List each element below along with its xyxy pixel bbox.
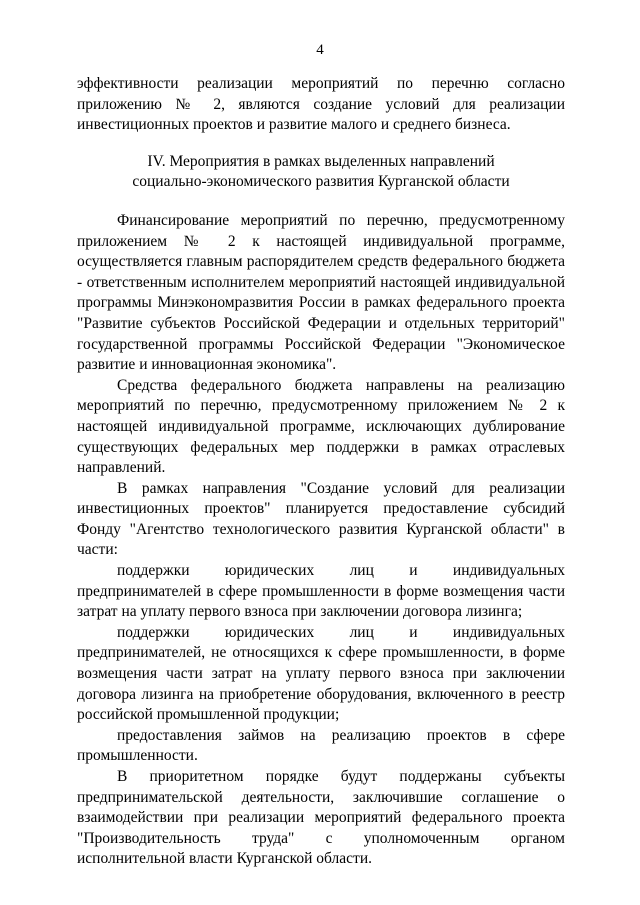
paragraph-priority-support: В приоритетном порядке будут поддержаны субъекты предпринимательской деятельности, заключившие соглашение о взаимодействии при реализации мероприятий федерального проекта "Производительность труда" с уполномоченным органом исполнительной власти Курганской области. — [77, 768, 565, 868]
section-heading-line-2: социально-экономического развития Курганской области — [132, 173, 510, 191]
paragraph-federal-funds: Средства федерального бюджета направлены на реализацию мероприятий по перечню, предусмотренному приложением № 2 к настоящей индивидуальной программе, исключающих дублирование существующих федеральных мер поддержки в рамках отраслевых направлений. — [77, 376, 565, 477]
page-number: 4 — [316, 42, 324, 58]
paragraph-industry-support: поддержки юридических лиц и индивидуальных предпринимателей в сфере промышленности в форме возмещения части затрат на уплату первого взноса при заключении договора лизинга; — [77, 562, 565, 621]
intro-paragraph: эффективности реализации мероприятий по перечню согласно приложению № 2, являются создание условий для реализации инвестиционных проектов и развитие малого и среднего бизнеса. — [77, 75, 565, 134]
paragraph-financing: Финансирование мероприятий по перечню, предусмотренному приложением № 2 к настоящей индивидуальной программе, осуществляется главным распорядителем средств федерального бюджета - ответственным исполнителем мероприятий настоящей индивидуальной программы Минэкономразвития России в рамках федерального проекта "Развитие субъектов Российской Федерации и отдельных территорий" государственной программы Российской Федерации "Экономическое развитие и инновационная экономика". — [77, 211, 565, 374]
paragraph-loans: предоставления займов на реализацию проектов в сфере промышленности. — [77, 726, 565, 765]
document-body — [77, 74, 565, 870]
section-heading-line-1: IV. Мероприятия в рамках выделенных направлений — [147, 152, 495, 170]
paragraph-investment-direction: В рамках направления "Создание условий для реализации инвестиционных проектов" планируется предоставление субсидий Фонду "Агентство технологического развития Курганской области" в части: — [77, 479, 565, 559]
section-heading — [77, 152, 565, 193]
paragraph-non-industry-support: поддержки юридических лиц и индивидуальных предпринимателей, не относящихся к сфере промышленности, в форме возмещения части затрат на уплату первого взноса при заключении договора лизинга на приобретение оборудования, включенного в реестр российской промышленной продукции; — [77, 623, 565, 724]
